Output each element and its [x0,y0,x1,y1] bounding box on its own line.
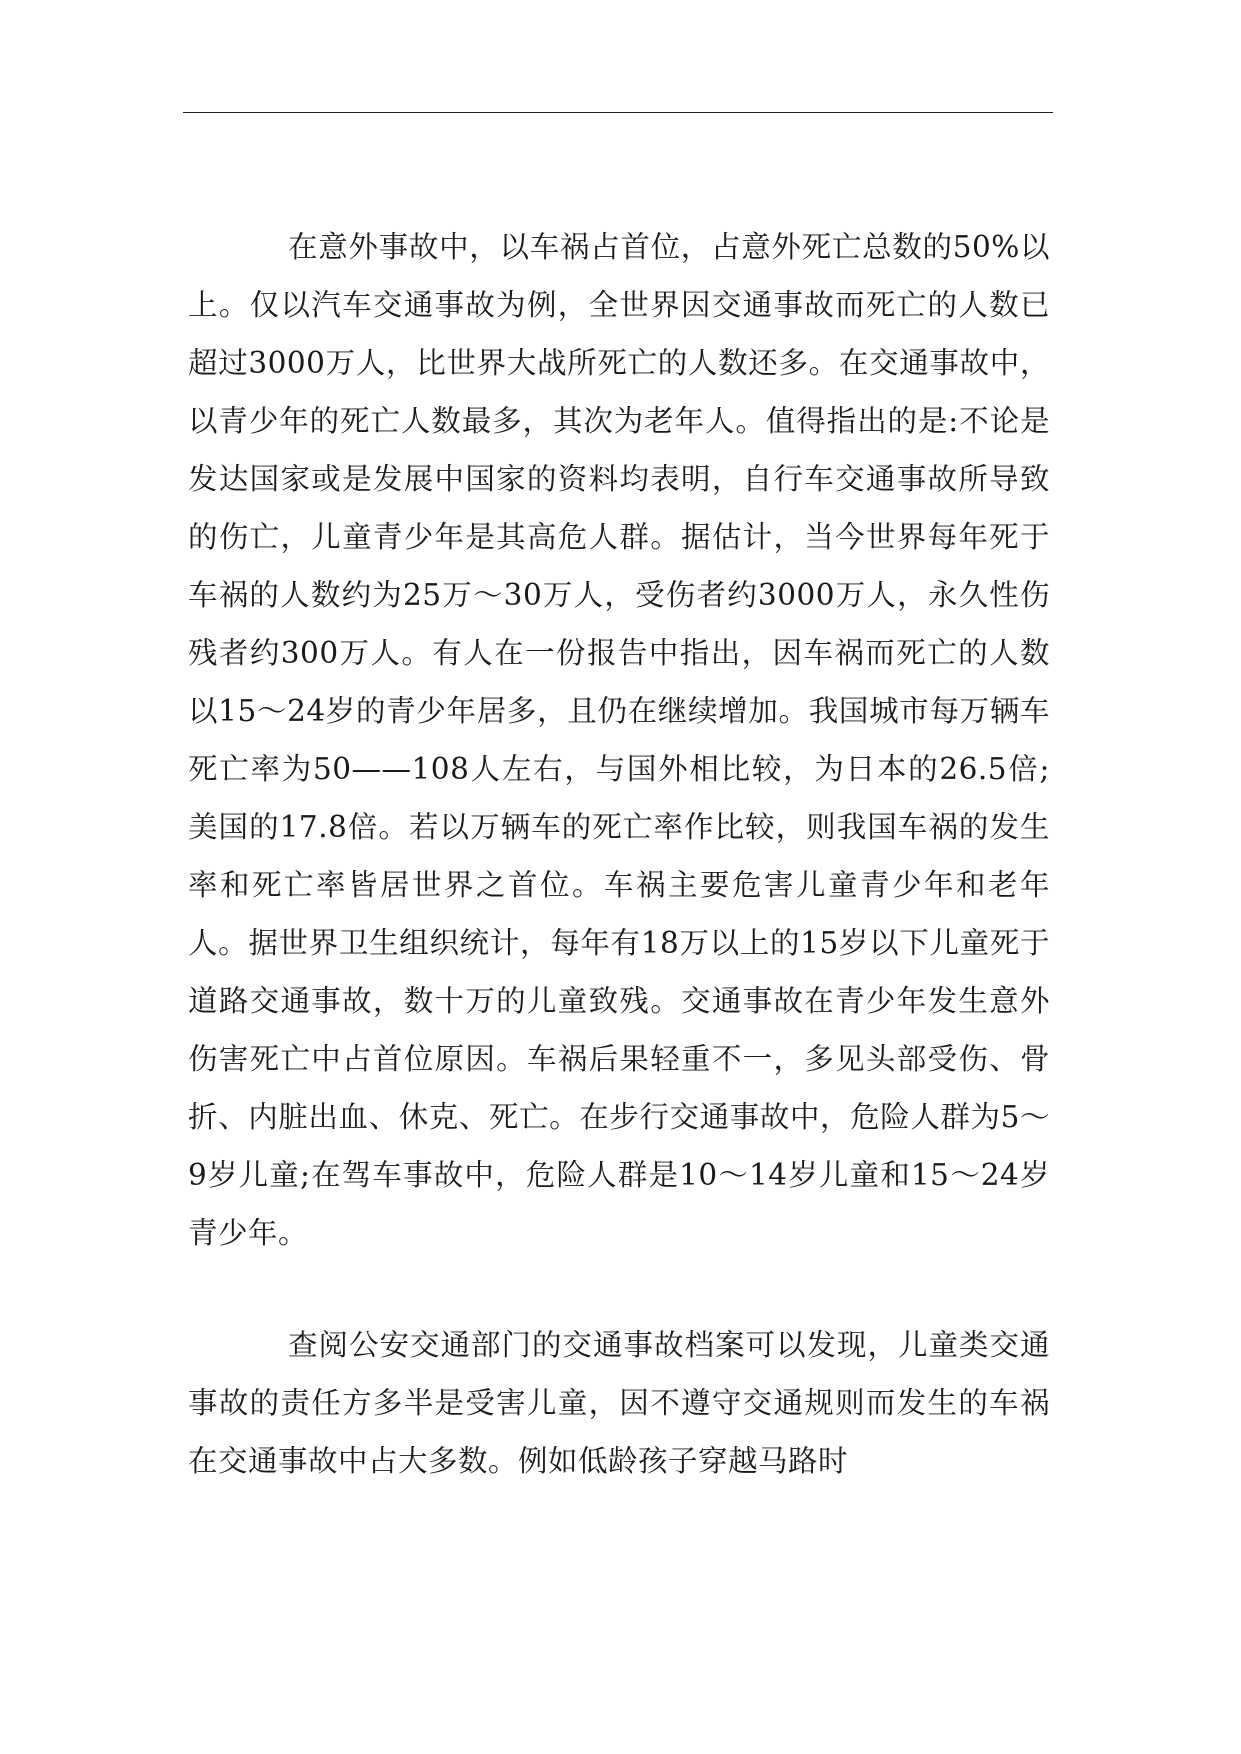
paragraph-1: 在意外事故中，以车祸占首位，占意外死亡总数的50%以上。仅以汽车交通事故为例，全世界因交通事故而死亡的人数已超过3000万人，比世界大战所死亡的人数还多。在交通事故中，以青少年的死亡人数最多，其次为老年人。值得指出的是:不论是发达国家或是发展中国家的资料均表明，自行车交通事故所导致的伤亡，儿童青少年是其高危人群。据估计，当今世界每年死于车祸的人数约为25万～30万人，受伤者约3000万人，永久性伤残者约300万人。有人在一份报告中指出，因车祸而死亡的人数以15～24岁的青少年居多，且仍在继续增加。我国城市每万辆车死亡率为50——108人左右，与国外相比较，为日本的26.5倍;美国的17.8倍。若以万辆车的死亡率作比较，则我国车祸的发生率和死亡率皆居世界之首位。车祸主要危害儿童青少年和老年人。据世界卫生组织统计，每年有18万以上的15岁以下儿童死于道路交通事故，数十万的儿童致残。交通事故在青少年发生意外伤害死亡中占首位原因。车祸后果轻重不一，多见头部受伤、骨折、内脏出血、休克、死亡。在步行交通事故中，危险人群为5～9岁儿童;在驾车事故中，危险人群是10～14岁儿童和15～24岁青少年。 [188,230,1050,1250]
paragraph-2: 查阅公安交通部门的交通事故档案可以发现，儿童类交通事故的责任方多半是受害儿童，因不遵守交通规则而发生的车祸在交通事故中占大多数。例如低龄孩子穿越马路时 [188,1328,1050,1478]
header-rule [183,112,1053,113]
body-text [188,218,1050,1490]
